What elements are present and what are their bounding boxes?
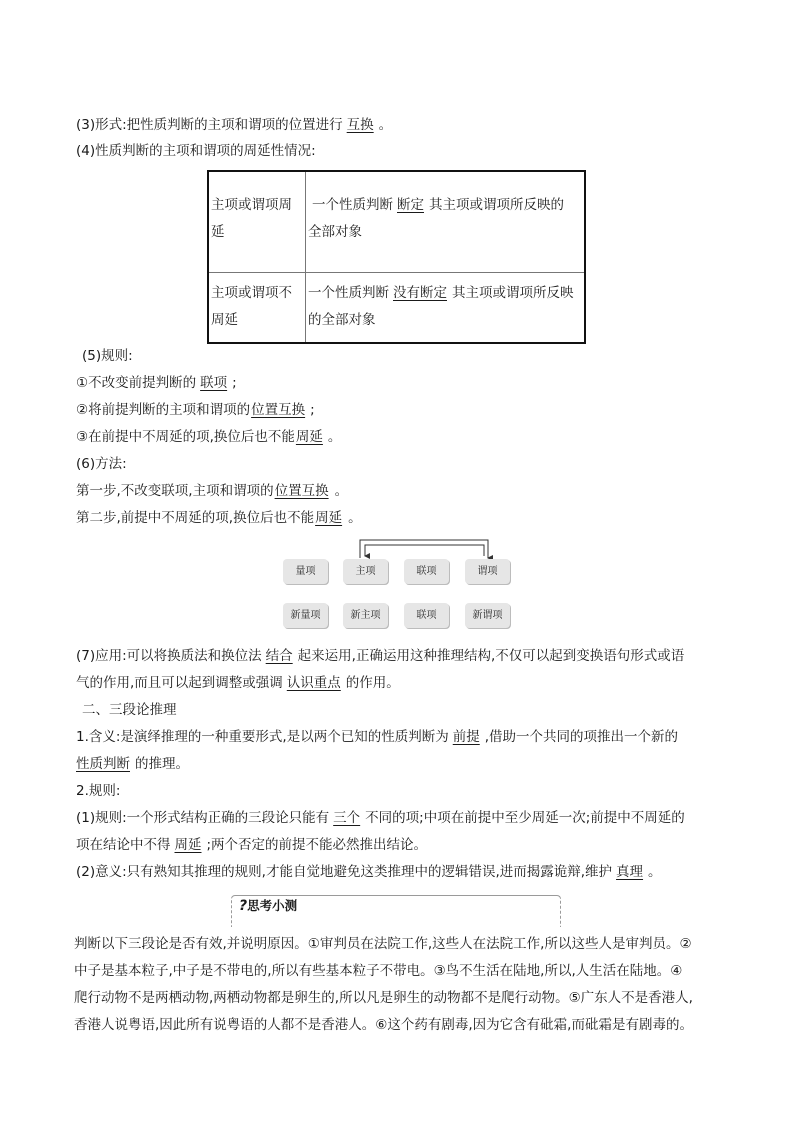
line-definition: 1.含义:是演绎推理的一种重要形式,是以两个已知的性质判断为 前提 ,借助一个共同的项推出一个新的 bbox=[76, 729, 679, 745]
table-cell: 一个性质判断 没有断定 其主项或谓项所反映 的全部对象 bbox=[306, 272, 586, 343]
diagram-box-copula: 联项 bbox=[404, 559, 449, 584]
line-form: (3)形式:把性质判断的主项和谓项的位置进行 互换 。 bbox=[76, 117, 393, 133]
answer-blank: 真理 bbox=[616, 864, 644, 880]
answer-blank: 三个 bbox=[333, 810, 361, 826]
think-quiz-box bbox=[231, 895, 561, 927]
line-significance: (2)意义:只有熟知其推理的规则,才能自觉地避免这类推理中的逻辑错误,进而揭露诡辩,维护 真理 。 bbox=[76, 864, 662, 880]
table-cell: 主项或谓项周 延 bbox=[208, 171, 306, 272]
answer-blank: 联项 bbox=[200, 375, 228, 391]
think-quiz-title: 思考小测 bbox=[247, 898, 298, 913]
diagram-box-new-predicate: 新谓项 bbox=[465, 603, 510, 628]
answer-blank: 断定 bbox=[397, 197, 424, 213]
answer-blank: 没有断定 bbox=[393, 284, 447, 301]
line-rule-3: ③在前提中不周延的项,换位后也不能周延 。 bbox=[76, 429, 342, 445]
table-cell: 主项或谓项不 周延 bbox=[208, 272, 306, 343]
answer-blank: 周延 bbox=[315, 510, 343, 526]
answer-blank: 周延 bbox=[174, 837, 202, 853]
table-row bbox=[208, 171, 585, 272]
paragraph-line: 中子是基本粒子,中子是不带电的,所以有些基本粒子不带电。③鸟不生活在陆地,所以,人生活在陆地。④ bbox=[74, 963, 683, 979]
paragraph-line: 爬行动物不是两栖动物,两栖动物都是卵生的,所以凡是卵生的动物都不是爬行动物。⑤广东人不是香港人, bbox=[74, 990, 693, 1006]
table-cell: 一个性质判断 断定 其主项或谓项所反映的 全部对象 bbox=[306, 171, 586, 272]
line-rules-heading: (5)规则: bbox=[82, 348, 133, 364]
swap-arrow-outer bbox=[360, 540, 488, 558]
diagram-box-predicate: 谓项 bbox=[465, 559, 510, 584]
table-row bbox=[208, 272, 585, 343]
answer-blank: 互换 bbox=[346, 117, 374, 133]
section-heading-syllogism: 二、三段论推理 bbox=[82, 702, 177, 718]
line-step-2: 第二步,前提中不周延的项,换位后也不能周延 。 bbox=[76, 510, 362, 526]
line-syllogism-rules: (1)规则:一个形式结构正确的三段论只能有 三个 不同的项;中项在前提中至少周延一次;前提中不周延的 bbox=[76, 810, 685, 826]
answer-blank: 结合 bbox=[265, 648, 293, 664]
answer-blank: 位置互换 bbox=[274, 483, 329, 499]
answer-blank: 前提 bbox=[452, 729, 480, 745]
diagram-box-subject: 主项 bbox=[343, 559, 388, 584]
line-method-heading: (6)方法: bbox=[76, 456, 127, 472]
paragraph-line: 香港人说粤语,因此所有说粤语的人都不是香港人。⑥这个药有剧毒,因为它含有砒霜,而砒霜是有剧毒的。 bbox=[74, 1017, 693, 1033]
swap-arrow-inner bbox=[365, 545, 484, 556]
answer-blank: 性质判断 bbox=[76, 756, 130, 772]
line-rules-label: 2.规则: bbox=[76, 783, 121, 799]
paragraph-line: 判断以下三段论是否有效,并说明原因。①审判员在法院工作,这些人在法院工作,所以这些人是审判员。② bbox=[74, 936, 692, 952]
diagram-box-new-quantifier: 新量项 bbox=[283, 603, 328, 628]
line-definition-2: 性质判断 的推理。 bbox=[76, 756, 189, 772]
diagram-box-quantifier: 量项 bbox=[283, 559, 328, 584]
answer-blank: 周延 bbox=[295, 429, 323, 445]
answer-blank: 位置互换 bbox=[251, 402, 306, 418]
line-application: (7)应用:可以将换质法和换位法 结合 起来运用,正确运用这种推理结构,不仅可以起到变换语句形式或语 bbox=[76, 648, 685, 664]
line-distribution-heading: (4)性质判断的主项和谓项的周延性情况: bbox=[76, 143, 316, 159]
line-step-1: 第一步,不改变联项,主项和谓项的位置互换 。 bbox=[76, 483, 349, 499]
diagram-box-copula-2: 联项 bbox=[404, 603, 449, 628]
line-rule-1: ①不改变前提判断的 联项 ; bbox=[76, 375, 237, 391]
line-application-2: 气的作用,而且可以起到调整或强调 认识重点 的作用。 bbox=[76, 675, 400, 691]
diagram-box-new-subject: 新主项 bbox=[343, 603, 388, 628]
line-syllogism-rules-2: 项在结论中不得 周延 ;两个否定的前提不能必然推出结论。 bbox=[76, 837, 428, 853]
answer-blank: 认识重点 bbox=[286, 675, 341, 691]
line-rule-2: ②将前提判断的主项和谓项的位置互换 ; bbox=[76, 402, 315, 418]
question-mark-icon: ? bbox=[239, 898, 248, 914]
distribution-table bbox=[207, 170, 586, 344]
